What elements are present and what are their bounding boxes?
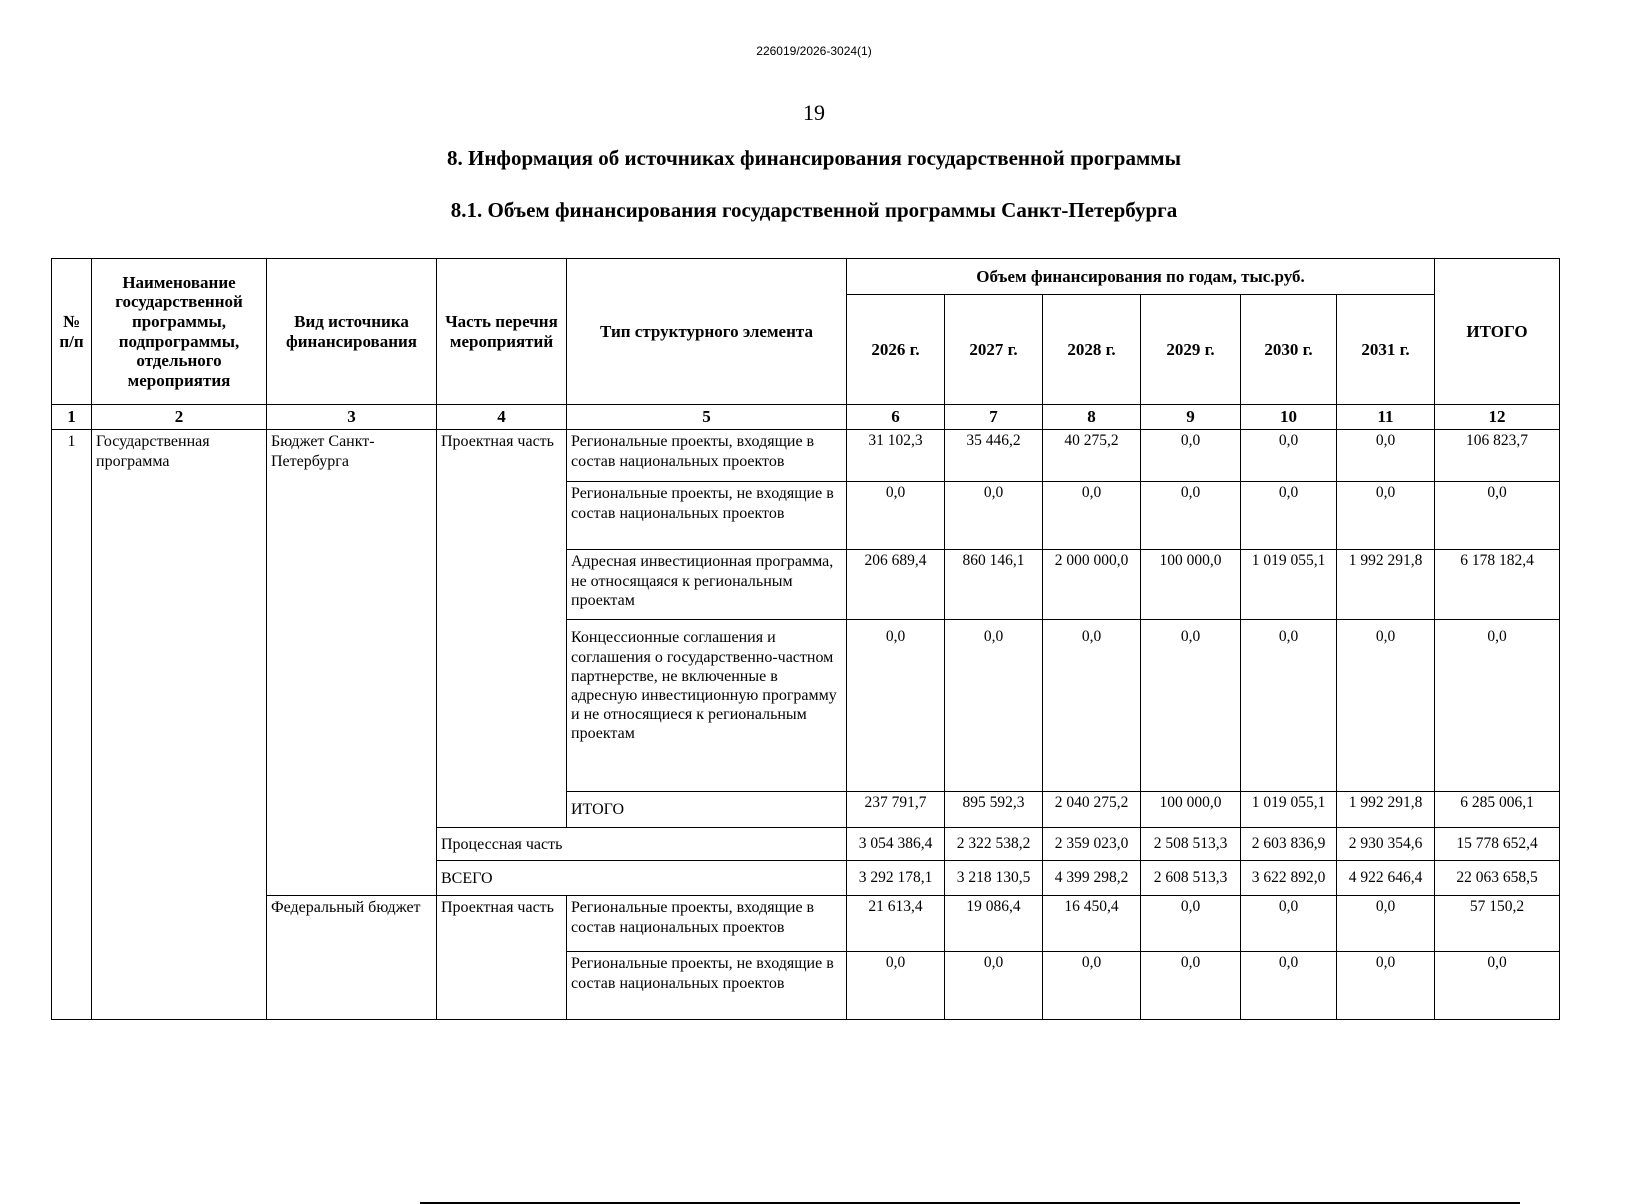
value-cell: 2 359 023,0 [1043, 828, 1141, 861]
table-row [52, 896, 1560, 952]
column-number: 1 [52, 405, 92, 430]
value-cell: 40 275,2 [1043, 430, 1141, 482]
element-type: ИТОГО [567, 792, 847, 828]
value-cell: 0,0 [847, 482, 945, 550]
element-type: Концессионные соглашения и соглашения о государственно-частном партнерстве, не включенные в адресную инвестиционную программу и не относящиеся к региональным проектам [567, 620, 847, 792]
part-type: Проектная часть [437, 896, 567, 1020]
column-number: 2 [92, 405, 267, 430]
value-cell: 2 603 836,9 [1241, 828, 1337, 861]
value-cell: 1 992 291,8 [1337, 550, 1435, 620]
value-cell: 1 019 055,1 [1241, 550, 1337, 620]
element-type: Региональные проекты, не входящие в состав национальных проектов [567, 482, 847, 550]
value-cell: 237 791,7 [847, 792, 945, 828]
total-cell: 6 178 182,4 [1435, 550, 1560, 620]
table-row [52, 430, 1560, 482]
process-part-label: Процессная часть [437, 828, 847, 861]
column-number-row [52, 405, 1560, 430]
value-cell: 2 608 513,3 [1141, 861, 1241, 896]
total-cell: 6 285 006,1 [1435, 792, 1560, 828]
value-cell: 0,0 [1337, 952, 1435, 1020]
column-number: 4 [437, 405, 567, 430]
element-type: Региональные проекты, не входящие в состав национальных проектов [567, 952, 847, 1020]
value-cell: 0,0 [945, 482, 1043, 550]
value-cell: 4 399 298,2 [1043, 861, 1141, 896]
all-total-label: ВСЕГО [437, 861, 847, 896]
column-number: 9 [1141, 405, 1241, 430]
value-cell: 0,0 [1337, 896, 1435, 952]
value-cell: 0,0 [1043, 482, 1141, 550]
header-type: Тип структурного элемента [567, 259, 847, 405]
value-cell: 206 689,4 [847, 550, 945, 620]
value-cell: 100 000,0 [1141, 792, 1241, 828]
page-number: 19 [803, 100, 825, 125]
value-cell: 0,0 [1241, 430, 1337, 482]
value-cell: 1 019 055,1 [1241, 792, 1337, 828]
value-cell: 3 054 386,4 [847, 828, 945, 861]
value-cell: 2 508 513,3 [1141, 828, 1241, 861]
value-cell: 31 102,3 [847, 430, 945, 482]
header-year: 2029 г. [1141, 295, 1241, 405]
total-cell: 0,0 [1435, 482, 1560, 550]
source-type: Бюджет Санкт-Петербурга [267, 430, 437, 896]
column-number: 7 [945, 405, 1043, 430]
total-cell: 0,0 [1435, 952, 1560, 1020]
value-cell: 3 292 178,1 [847, 861, 945, 896]
header-year: 2027 г. [945, 295, 1043, 405]
element-type: Региональные проекты, входящие в состав национальных проектов [567, 430, 847, 482]
value-cell: 19 086,4 [945, 896, 1043, 952]
value-cell: 0,0 [1337, 430, 1435, 482]
financing-table [51, 258, 1560, 1020]
value-cell: 0,0 [1043, 620, 1141, 792]
source-type: Федеральный бюджет [267, 896, 437, 1020]
value-cell: 0,0 [945, 952, 1043, 1020]
header-num: № п/п [52, 259, 92, 405]
section-title: 8. Информация об источниках финансирования государственной программы [447, 146, 1181, 170]
total-cell: 106 823,7 [1435, 430, 1560, 482]
value-cell: 0,0 [1141, 896, 1241, 952]
value-cell: 0,0 [1141, 952, 1241, 1020]
value-cell: 0,0 [1337, 482, 1435, 550]
value-cell: 860 146,1 [945, 550, 1043, 620]
document-id: 226019/2026-3024(1) [756, 44, 872, 58]
element-type: Региональные проекты, входящие в состав национальных проектов [567, 896, 847, 952]
value-cell: 4 922 646,4 [1337, 861, 1435, 896]
header-part: Часть перечня мероприятий [437, 259, 567, 405]
header-year: 2030 г. [1241, 295, 1337, 405]
value-cell: 2 930 354,6 [1337, 828, 1435, 861]
row-number: 1 [52, 430, 92, 1020]
header-year: 2026 г. [847, 295, 945, 405]
program-name: Государственная программа [92, 430, 267, 1020]
value-cell: 16 450,4 [1043, 896, 1141, 952]
value-cell: 895 592,3 [945, 792, 1043, 828]
value-cell: 0,0 [1241, 896, 1337, 952]
value-cell: 0,0 [1043, 952, 1141, 1020]
value-cell: 0,0 [1241, 620, 1337, 792]
total-cell: 57 150,2 [1435, 896, 1560, 952]
value-cell: 2 000 000,0 [1043, 550, 1141, 620]
value-cell: 0,0 [847, 620, 945, 792]
header-years-group: Объем финансирования по годам, тыс.руб. [847, 259, 1435, 295]
column-number: 12 [1435, 405, 1560, 430]
column-number: 11 [1337, 405, 1435, 430]
value-cell: 0,0 [1241, 482, 1337, 550]
header-year: 2031 г. [1337, 295, 1435, 405]
total-cell: 15 778 652,4 [1435, 828, 1560, 861]
column-number: 3 [267, 405, 437, 430]
value-cell: 35 446,2 [945, 430, 1043, 482]
header-name: Наименование государственной программы, подпрограммы, отдельного мероприятия [92, 259, 267, 405]
value-cell: 2 322 538,2 [945, 828, 1043, 861]
value-cell: 0,0 [1141, 620, 1241, 792]
value-cell: 0,0 [945, 620, 1043, 792]
total-cell: 22 063 658,5 [1435, 861, 1560, 896]
value-cell: 1 992 291,8 [1337, 792, 1435, 828]
value-cell: 3 622 892,0 [1241, 861, 1337, 896]
column-number: 10 [1241, 405, 1337, 430]
value-cell: 0,0 [1141, 430, 1241, 482]
header-total: ИТОГО [1435, 259, 1560, 405]
value-cell: 0,0 [847, 952, 945, 1020]
column-number: 5 [567, 405, 847, 430]
value-cell: 21 613,4 [847, 896, 945, 952]
header-year: 2028 г. [1043, 295, 1141, 405]
subsection-title: 8.1. Объем финансирования государственной программы Санкт-Петербурга [450, 198, 1178, 222]
part-type: Проектная часть [437, 430, 567, 828]
value-cell: 0,0 [1241, 952, 1337, 1020]
column-number: 6 [847, 405, 945, 430]
element-type: Адресная инвестиционная программа, не относящаяся к региональным проектам [567, 550, 847, 620]
value-cell: 2 040 275,2 [1043, 792, 1141, 828]
value-cell: 100 000,0 [1141, 550, 1241, 620]
value-cell: 3 218 130,5 [945, 861, 1043, 896]
total-cell: 0,0 [1435, 620, 1560, 792]
column-number: 8 [1043, 405, 1141, 430]
value-cell: 0,0 [1141, 482, 1241, 550]
value-cell: 0,0 [1337, 620, 1435, 792]
header-source: Вид источника финансирования [267, 259, 437, 405]
